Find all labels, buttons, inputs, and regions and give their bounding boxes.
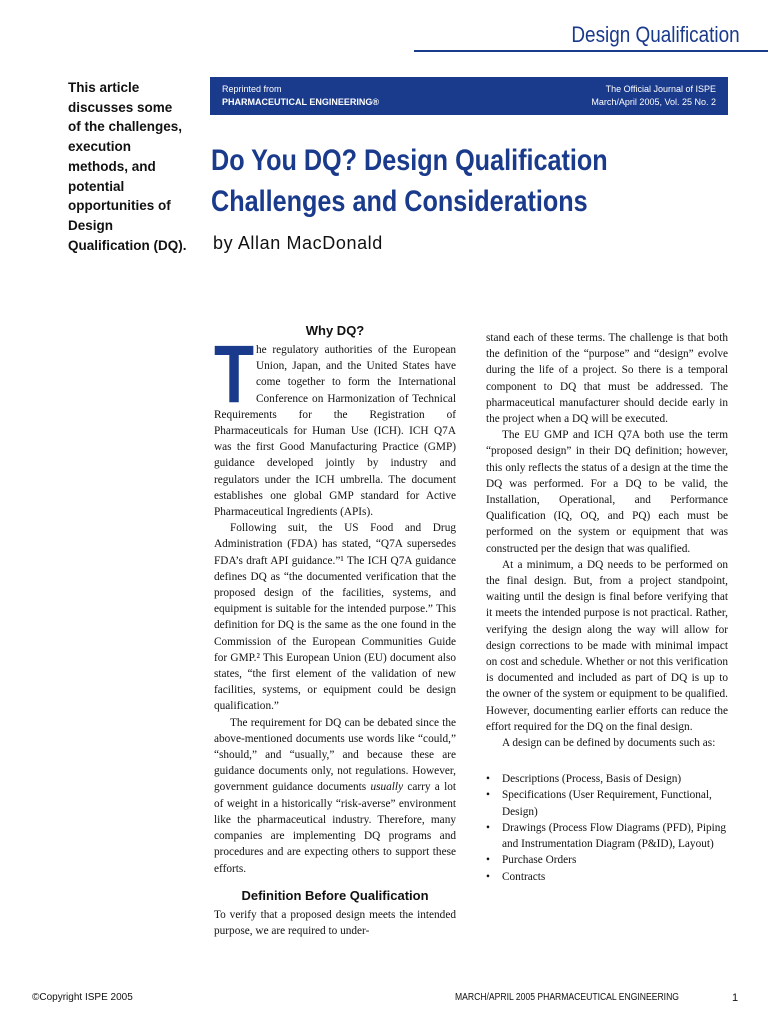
copyright-notice: ©Copyright ISPE 2005 <box>32 992 133 1003</box>
list-item: • Specifications (User Requirement, Functional, Design) <box>486 787 728 819</box>
author-byline: by Allan MacDonald <box>213 233 383 253</box>
page-number: 1 <box>732 992 739 1004</box>
paragraph-text: The requirement for DQ can be debated since the above-mentioned documents use words like “could,” “should,” and “usually,” and because these are guidance documents only, not regulations. However, government guidance documents <box>214 716 456 794</box>
list-item: • Contracts <box>486 869 728 885</box>
journal-banner-left <box>222 83 379 109</box>
section-heading-why-dq: Why DQ? <box>305 323 365 338</box>
article-summary: This article discusses some of the challenges, execution methods, and potential opportunities of Design Qualification (DQ). <box>68 80 187 253</box>
journal-banner-right <box>591 83 716 109</box>
paragraph: To verify that a proposed design meets the intended purpose, we are required to under- <box>214 908 456 937</box>
list-item: • Drawings (Process Flow Diagrams (PFD), Piping and Instrumentation Diagram (P&ID), Layout) <box>486 820 728 852</box>
official-label: The Official Journal of ISPE <box>605 84 716 94</box>
journal-banner <box>210 77 728 115</box>
issue-label: March/April 2005, Vol. 25 No. 2 <box>591 97 716 107</box>
list-item: • Descriptions (Process, Basis of Design) <box>486 771 728 787</box>
reprint-label: Reprinted from <box>222 84 282 94</box>
header-rule <box>414 50 768 52</box>
design-documents-list <box>486 771 728 884</box>
section-title: Design Qualification <box>571 22 740 47</box>
paragraph-text: he regulatory authorities of the European Union, Japan, and the United States have come together to form the International Conference on Harmonization of Technical Requirements for the Registration of Pharmaceuticals for Human Use (ICH). ICH Q7A was the first Good Manufacturing Practice (GMP) guidance developed jointly by industry and regulators under the ICH umbrella. The document establishes one global GMP standard for Active Pharmaceutical Ingredients (APIs). <box>214 344 456 519</box>
section-heading-definition: Definition Before Qualification <box>241 887 429 903</box>
title-line-2: Challenges and Considerations <box>211 185 588 218</box>
body-column-left <box>214 322 456 939</box>
body-column-right <box>486 330 728 885</box>
article-title <box>211 140 648 222</box>
paragraph: Following suit, the US Food and Drug Administration (FDA) has stated, “Q7A supersedes FDA’s draft API guidance.”¹ The ICH Q7A guidance defines DQ as “the documented verification that the proposed design of the facilities, systems, and equipment is suitable for the intended purpose.” This definition for DQ is the same as the one found in the Commission of the European Communities Guide for GMP.² This European Union (EU) document also states, “the first element of the validation of new facilities, systems, or equipment could be design qualification.” <box>214 522 456 713</box>
paragraph: At a minimum, a DQ needs to be performed on the final design. But, from a project standpoint, waiting until the design is final before verifying that it meets the intended purpose is not practical. Rather, verifying the design along the way will allow for design corrections to be made with minimal impact on cost and schedule. Whether or not this verification is documented and included as part of DQ is up to the owner of the system or equipment to be qualified. However, documenting earlier efforts can reduce the effort required for the DQ on the final design. <box>486 558 728 733</box>
paragraph: A design can be defined by documents such as: <box>502 737 716 750</box>
emphasis-text: usually <box>370 781 404 794</box>
title-line-1: Do You DQ? Design Qualification <box>211 144 608 177</box>
paragraph <box>214 715 456 877</box>
footer-issue-journal: MARCH/APRIL 2005 PHARMACEUTICAL ENGINEERING <box>455 992 679 1003</box>
drop-cap: T <box>214 329 255 420</box>
paragraph-text: carry a lot of weight in a historically “risk-averse” environment like the pharmaceutical industry. Therefore, many companies are implementing DQ programs and procedures and are expecting others to support these efforts. <box>214 781 456 875</box>
paragraph: The EU GMP and ICH Q7A both use the term “proposed design” in their DQ definition; however, this only reflects the status of a design at the time the DQ was performed. For a DQ to be valid, the Installation, Operational, and Performance Qualification (IQ, OQ, and PQ) each must be performed on the system or equipment that was constructed per the design that was qualified. <box>486 429 728 555</box>
paragraph: stand each of these terms. The challenge is that both the definition of the “purpose” and “design” evolve during the life of a project. So there is a temporal component to DQ that must be addressed. The pharmaceutical manufacturer should decide early in the project when a DQ will be executed. <box>486 332 728 426</box>
list-item: • Purchase Orders <box>486 852 728 868</box>
journal-name: PHARMACEUTICAL ENGINEERING® <box>222 97 379 107</box>
